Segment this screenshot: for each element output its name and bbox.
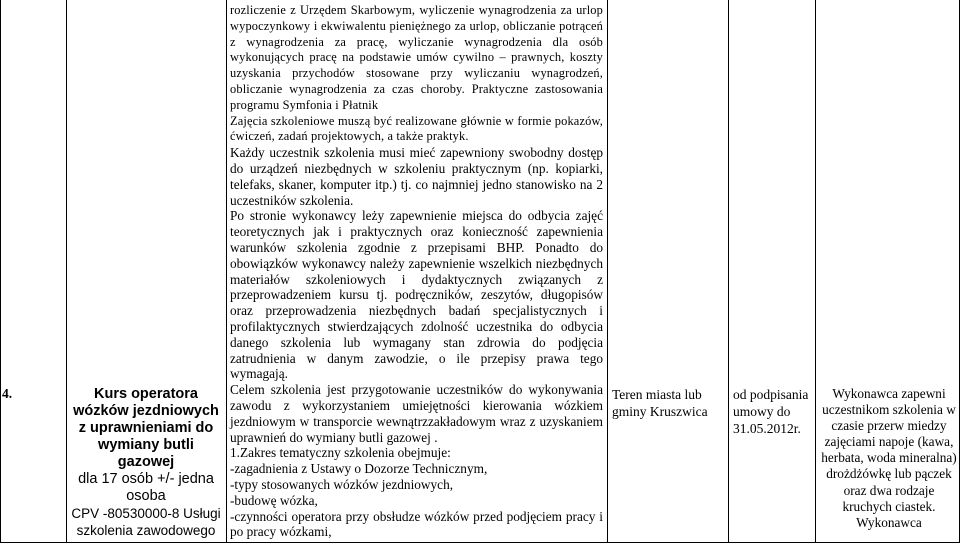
topic-list-item: -budowę wózka, [230,492,318,508]
topic-list-title: 1.Zakres tematyczny szkolenia obejmuje: [230,445,451,461]
description-cell [230,3,603,540]
catering-cell: Wykonawca zapewni uczestnikom szkolenia w czasie przerw miedzy zajęciami napoje (kawa, herbata, woda mineralna) drożdżówkę lub pączek oraz dwa rodzaje kruchych ciastek. Wykonawca [821,386,957,530]
topic-list-item: -zagadnienia z Ustawy o Dozorze Technicznym, [230,461,488,477]
course-code: CPV -80530000-8 Usługi szkolenia zawodowego [71,506,221,538]
description-paragraph: Każdy uczestnik szkolenia musi mieć zapewniony swobodny dostęp do urządzeń niezbędnych w szkoleniu praktycznym (np. kopiarki, telefaks, skaner, komputer itp.) tj. co najmniej jedno stanowisko na 2 uczestników szkolenia. [230,145,603,208]
description-paragraph: Zajęcia szkoleniowe muszą być realizowane głównie w formie pokazów, ćwiczeń, zadań projektowych, a także praktyk. [230,113,603,144]
description-paragraph: Celem szkolenia jest przygotowanie uczestników do wykonywania zawodu z wykorzystaniem umiejętności kierowania wózkiem jezdniowym w transporcie wewnątrzzakładowym wraz z uzyskaniem uprawnień do wymiany butli gazowej . [230,382,603,445]
course-participants: dla 17 osób +/- jedna osoba [78,471,214,504]
description-paragraph: Po stronie wykonawcy leży zapewnienie miejsca do odbycia zajęć teoretycznych jak i praktycznych oraz konieczność zapewnienia warunków szkolenia zgodnie z przepisami BHP. Ponadto do obowiązków wykonawcy należy zapewnienie wszelkich niezbędnych materiałów szkoleniowych i dydaktycznych związanych z przeprowadzeniem kursu tj. podręczników, zeszytów, długopisów oraz przeprowadzenia niezbędnych badań specjalistycznych i profilaktycznych stwierdzających zdolność uczestnika do odbycia danego szkolenia lub wymagany stan zdrowia do podjęcia zatrudnienia w danym zawodzie, o ile przepisy prawa tego wymagają. [230,208,603,382]
row-number: 4. [2,386,13,401]
location-cell: Teren miasta lub gminy Kruszwica [612,387,708,419]
date-cell: od podpisania umowy do 31.05.2012r. [733,387,809,436]
description-intro: rozliczenie z Urzędem Skarbowym, wyliczenie wynagrodzenia za urlop wypoczynkowy i ekwiwalentu pieniężnego za urlop, obliczanie potrąceń z wynagrodzenia za pracę, wyliczanie wynagrodzenia dla osób wykonujących pracę na podstawie umów cywilno – prawnych, koszty uzyskania przychodów stosowane przy wyliczaniu wynagrodzeń, obliczanie wynagrodzenia za czas choroby. Praktyczne zastosowania programu Symfonia i Płatnik [230,3,603,112]
column-divider [815,0,816,543]
topic-list-item: -czynności operatora przy obsłudze wózków przed podjęciem pracy i po pracy wózkami, [230,508,603,540]
column-divider [66,0,67,543]
column-divider [607,0,608,543]
topic-list-item: -typy stosowanych wózków jezdniowych, [230,476,454,492]
column-divider [728,0,729,543]
course-title: Kurs operatora wózków jezdniowych z uprawnieniami do wymiany butli gazowej [73,386,219,470]
table-border-left [0,0,1,543]
course-cell [68,386,224,539]
column-divider [226,0,227,543]
